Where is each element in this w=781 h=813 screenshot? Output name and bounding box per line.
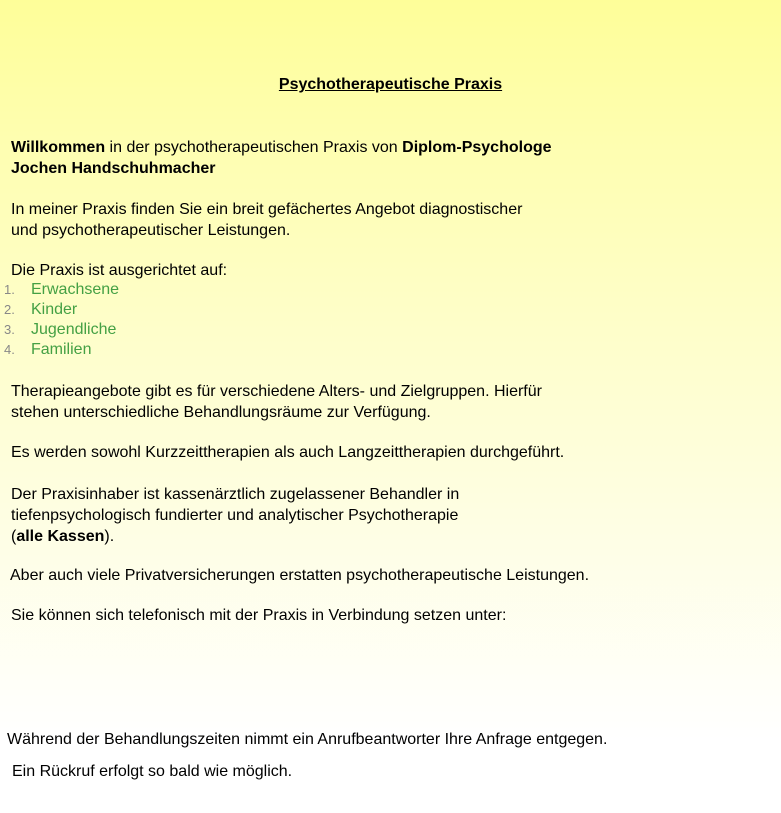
insurance-close-paren: ). [104,528,115,545]
welcome-text: in der psychotherapeutischen Praxis von [105,139,403,156]
list-number: 4. [4,342,15,357]
offer-line-2: und psychotherapeutischer Leistungen. [11,222,291,239]
therapy-line-2: stehen unterschiedliche Behandlungsräume zur Verfügung. [11,404,431,421]
answering-paragraph: Während der Behandlungszeiten nimmt ein Anrufbeantworter Ihre Anfrage entgegen. [7,731,608,748]
insurance-bold: alle Kassen [16,528,105,545]
page-title: Psychotherapeutische Praxis [278,76,503,93]
list-number: 1. [4,282,15,297]
list-number: 3. [4,322,15,337]
list-label: Familien [31,341,92,358]
therapy-line-1: Therapieangebote gibt es für verschiedene Alters- und Zielgruppen. Hierfür [11,383,542,400]
list-number: 2. [4,302,15,317]
therapy-paragraph [11,381,701,423]
duration-paragraph: Es werden sowohl Kurzzeittherapien als auch Langzeittherapien durchgeführt. [11,444,565,461]
insurance-paragraph [11,484,701,547]
private-paragraph: Aber auch viele Privatversicherungen erstatten psychotherapeutische Leistungen. [10,567,590,584]
focus-intro: Die Praxis ist ausgerichtet auf: [11,262,228,279]
insurance-line-2: tiefenpsychologisch fundierter und analytischer Psychotherapie [11,507,459,524]
welcome-bold: Willkommen [11,139,106,156]
list-label: Kinder [31,301,78,318]
offer-paragraph [11,199,701,241]
practitioner-name: Jochen Handschuhmacher [11,160,216,177]
callback-paragraph: Ein Rückruf erfolgt so bald wie möglich. [12,763,293,780]
welcome-paragraph [11,137,701,179]
insurance-open-paren: ( [11,528,17,545]
list-label: Erwachsene [31,281,120,298]
offer-line-1: In meiner Praxis finden Sie ein breit gefächertes Angebot diagnostischer [11,201,523,218]
title-bold: Diplom-Psychologe [402,139,552,156]
contact-paragraph: Sie können sich telefonisch mit der Praxis in Verbindung setzen unter: [11,607,507,624]
insurance-line-1: Der Praxisinhaber ist kassenärztlich zugelassener Behandler in [11,486,460,503]
list-label: Jugendliche [31,321,117,338]
